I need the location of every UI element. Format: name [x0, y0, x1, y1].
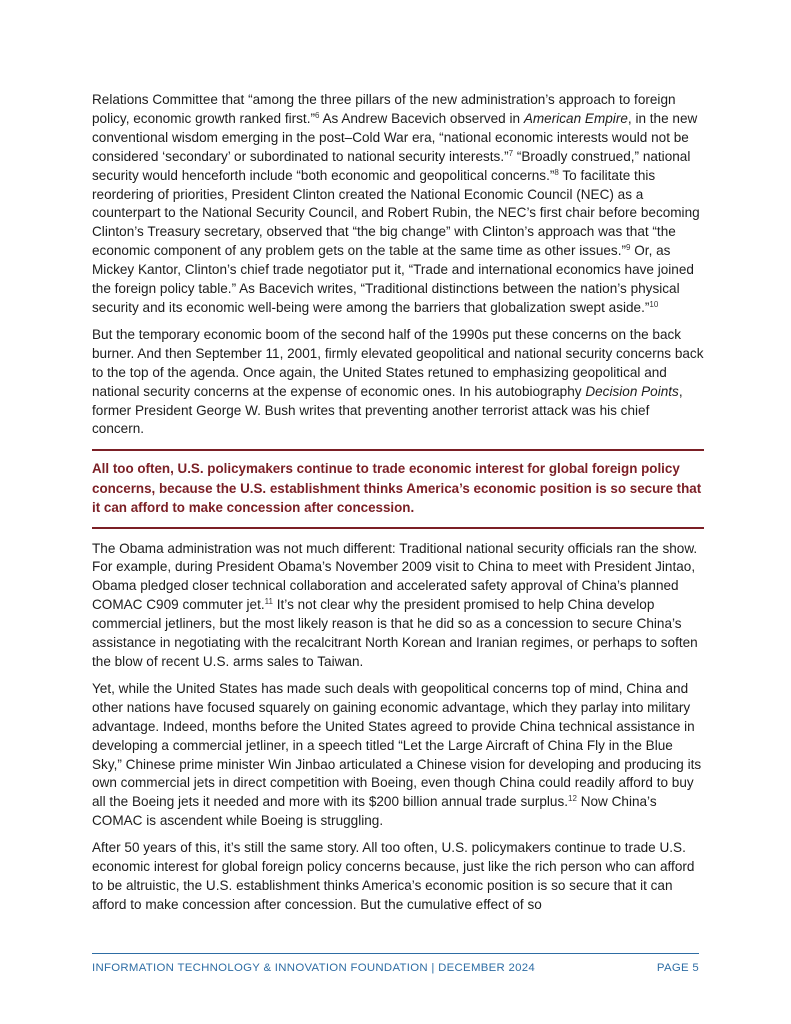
- footnote-ref: 9: [626, 243, 631, 253]
- footnote-ref: 6: [314, 110, 320, 120]
- paragraph: [92, 680, 704, 831]
- paragraph: [92, 540, 704, 672]
- text-run: To facilitate this reordering of priorities, President Clinton created the National Economic Council (NEC) as a counterpart to the National Security Council, and Robert Rubin, the NEC’s first chair before becoming Clinton’s Treasury secretary, observed that “the big change” with Clinton’s approach was that “the economic component of any problem gets on the table at the same time as other issues.”: [92, 167, 700, 259]
- book-title: Decision Points: [585, 383, 679, 399]
- paragraph: [92, 839, 704, 915]
- body-text-top: [92, 91, 704, 439]
- text-run: It’s not clear why the president promised to help China develop commercial jetliners, but the most likely reason is that he did so as a concession to secure China’s assistance in negotiating with the recalcitrant North Korean and Iranian regimes, or perhaps to soften the blow of recent U.S. arms sales to Taiwan.: [92, 597, 698, 669]
- book-title: American Empire: [523, 110, 628, 126]
- footer-publisher: INFORMATION TECHNOLOGY & INNOVATION FOUNDATION | DECEMBER 2024: [92, 962, 536, 974]
- footnote-ref: 11: [264, 597, 273, 607]
- text-run: Now China’s COMAC is ascendent while Boeing is struggling.: [92, 794, 657, 829]
- pull-quote-text: All too often, U.S. policymakers continue to trade economic interest for global foreign policy concerns, because the U.S. establishment thinks America’s economic position is so secure that it can afford to make concession after concession.: [92, 461, 702, 516]
- footnote-ref: 10: [649, 299, 659, 309]
- footnote-ref: 12: [568, 794, 577, 804]
- text-run: But the temporary economic boom of the second half of the 1990s put these concerns on the back burner. And then September 11, 2001, firmly elevated geopolitical and national security concerns back to the top of the agenda. Once again, the United States retuned to emphasizing geopolitical and national security concerns at the expense of economic ones. In his autobiography: [92, 326, 704, 399]
- text-run: As Andrew Bacevich observed in: [319, 110, 524, 126]
- body-text-bottom: [92, 540, 704, 915]
- text-run: Yet, while the United States has made such deals with geopolitical concerns top of mind, China and other nations have focused squarely on gaining economic advantage, which they parlay into military advantage. Indeed, months before the United States agreed to provide China technical assistance in developing a commercial jetliner, in a speech titled “Let the Large Aircraft of China Fly in the Blue Sky,” Chinese prime minister Win Jinbao articulated a Chinese vision for developing and producing its own commercial jets in direct competition with Boeing, even though China could readily afford to buy all the Boeing jets it needed and more with its $200 billion annual trade surplus.: [92, 680, 702, 810]
- text-run: The Obama administration was not much different: Traditional national security officials ran the show. For example, during President Obama’s November 2009 visit to China to meet with President Jintao, Obama pledged closer technical collaboration and accelerated safety approval of China’s planned COMAC C909 commuter jet.: [92, 540, 698, 613]
- text-run: , in the new conventional wisdom emerging in the post–Cold War era, “national economic interests would not be considered ‘secondary’ or subordinated to national security interests.”: [92, 110, 698, 164]
- page-number: PAGE 5: [656, 962, 699, 974]
- text-run: Or, as Mickey Kantor, Clinton’s chief trade negotiator put it, “Trade and international economics have joined the foreign policy table.” As Bacevich writes, “Traditional distinctions between the nation’s physical security and its economic well-being were among the barriers that globalization swept aside.”: [92, 243, 694, 315]
- text-run: “Broadly construed,” national security would henceforth include “both economic and geopolitical concerns.”: [92, 148, 691, 183]
- footnote-ref: 8: [554, 167, 559, 177]
- paragraph: [92, 326, 704, 439]
- text-run: Relations Committee that “among the three pillars of the new administration’s approach to foreign policy, economic growth ranked first.”: [92, 92, 676, 126]
- footnote-ref: 7: [508, 148, 514, 158]
- page-body: [92, 91, 704, 923]
- text-run: , former President George W. Bush writes that preventing another terrorist attack was his chief concern.: [92, 383, 683, 437]
- page-footer: [92, 953, 699, 974]
- paragraph: [92, 91, 704, 318]
- pull-quote: [92, 449, 704, 528]
- text-run: After 50 years of this, it’s still the same story. All too often, U.S. policymakers continue to trade U.S. economic interest for global foreign policy concerns because, just like the rich person who can afford to be altruistic, the U.S. establishment thinks America’s economic position is so secure that it can afford to make concession after concession. But the cumulative effect of so: [92, 840, 695, 912]
